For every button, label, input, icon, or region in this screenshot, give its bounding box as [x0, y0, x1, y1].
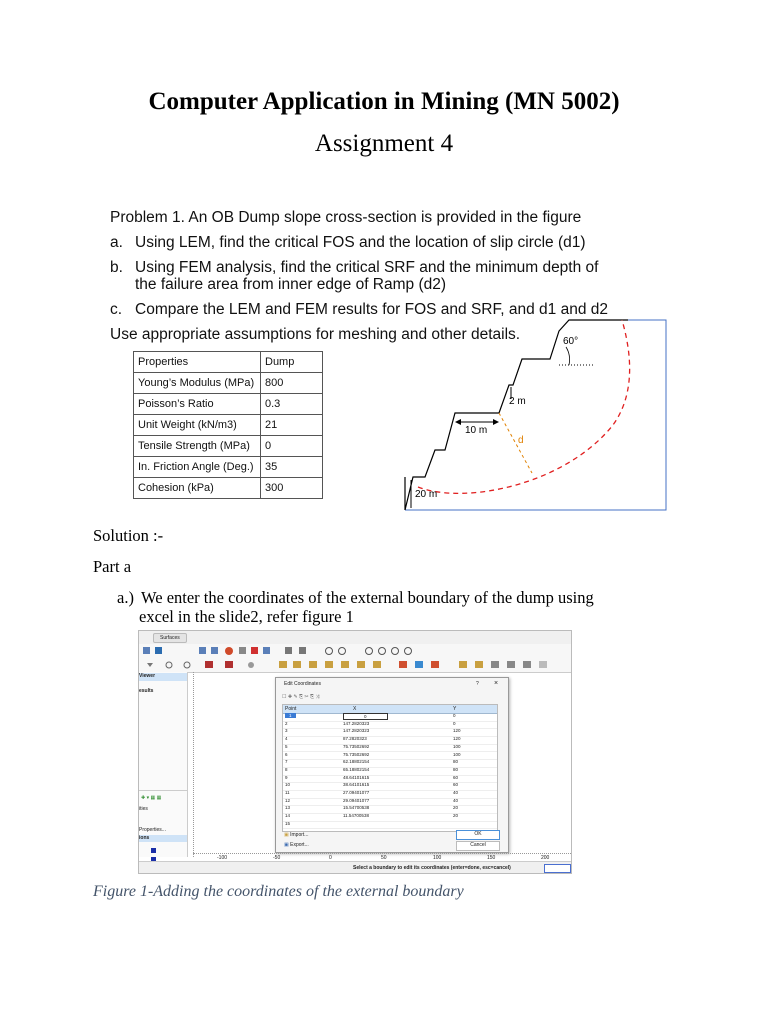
figure-frame: [405, 320, 666, 510]
table-cell[interactable]: 3: [285, 728, 288, 734]
problem-note: Use appropriate assumptions for meshing and other details.: [110, 326, 521, 343]
table-cell[interactable]: 13: [285, 805, 291, 811]
toolbar-icon[interactable]: [199, 647, 206, 654]
table-cell: 0.3: [261, 394, 323, 415]
toolbar-icon[interactable]: [475, 661, 483, 668]
table-cell[interactable]: 11: [285, 790, 290, 795]
table-cell: In. Friction Angle (Deg.): [134, 457, 261, 478]
toolbar-icon[interactable]: [299, 647, 306, 654]
divider: [139, 790, 187, 791]
coordinates-grid: [282, 704, 498, 832]
table-cell: Young’s Modulus (MPa): [134, 373, 261, 394]
toolbar-icon[interactable]: [399, 661, 407, 668]
item-text: Using LEM, find the critical FOS and the location of slip circle (d1): [135, 234, 586, 251]
table-cell[interactable]: 29.09401077: [343, 797, 370, 803]
command-input[interactable]: [544, 864, 571, 873]
dropdown-icon[interactable]: [147, 663, 153, 667]
angle-label: 60°: [563, 336, 579, 347]
table-row: [134, 373, 323, 394]
table-cell: Tensile Strength (MPa): [134, 436, 261, 457]
grid-header-y: Y: [453, 706, 457, 712]
toolbar: [139, 644, 571, 673]
left-panel: [139, 672, 188, 857]
table-cell: Cohesion (kPa): [134, 478, 261, 499]
toolbar-icon[interactable]: [431, 661, 439, 668]
table-cell: Poisson’s Ratio: [134, 394, 261, 415]
status-bar: [139, 861, 571, 874]
table-cell[interactable]: 40: [453, 790, 459, 795]
edit-coordinates-dialog: [275, 677, 509, 853]
toolbar-icon[interactable]: [507, 661, 515, 668]
zoom-icon[interactable]: [326, 648, 333, 655]
table-cell[interactable]: 1: [285, 713, 296, 718]
table-cell[interactable]: 80: [453, 766, 459, 772]
table-row[interactable]: [283, 821, 497, 830]
dialog-toolbar-icons[interactable]: ☐ ✚ ✎ ⎘ ✂ ⎘ ⤨: [282, 694, 320, 700]
zoom-icon[interactable]: [339, 648, 346, 655]
arrow-head: [455, 419, 461, 425]
table-cell[interactable]: 65.18802154: [343, 766, 370, 772]
table-cell[interactable]: 40: [453, 797, 459, 803]
bench-width-label: 10 m: [465, 425, 488, 436]
table-cell[interactable]: 15.54700538: [343, 805, 370, 811]
ruler-label: 100: [433, 855, 442, 861]
table-row: [134, 436, 323, 457]
ruler-label: 50: [381, 855, 387, 861]
table-cell[interactable]: 60: [453, 782, 459, 788]
export-label: Export...: [290, 842, 309, 848]
step-marker: a.): [117, 588, 134, 607]
step-text-line1: We enter the coordinates of the external boundary of the dump using: [141, 588, 594, 607]
table-cell[interactable]: 10: [285, 782, 291, 788]
problem-item-b-cont: [110, 276, 446, 294]
table-cell[interactable]: 0: [453, 720, 456, 726]
arrow-head: [493, 419, 499, 425]
item-marker: a.: [110, 234, 123, 251]
table-cell[interactable]: 5: [285, 743, 288, 749]
slope-profile: [405, 320, 628, 510]
bench-height-label: 2 m: [509, 396, 526, 407]
toolbar-icon[interactable]: [205, 661, 213, 668]
tab-bar: [139, 631, 571, 645]
toolbar-icon[interactable]: [373, 661, 381, 668]
ruler-label: 150: [487, 855, 496, 861]
ruler-label: 0: [329, 855, 332, 861]
table-cell[interactable]: 147.2820323: [343, 728, 370, 734]
table-row: [134, 394, 323, 415]
table-cell[interactable]: 6: [285, 751, 288, 757]
table-cell[interactable]: 62.18802154: [343, 759, 370, 765]
table-cell[interactable]: 2: [285, 720, 288, 726]
toolbar-icon[interactable]: [211, 647, 218, 654]
import-icon: ▣: [284, 832, 291, 838]
table-header: Properties: [134, 352, 261, 373]
toolbar-icons: [139, 644, 571, 672]
toolbar-icon[interactable]: [251, 647, 258, 654]
table-cell[interactable]: 7: [285, 759, 288, 765]
part-heading: Part a: [93, 557, 132, 576]
results-panel-label[interactable]: esults: [139, 688, 154, 694]
table-cell: 35: [261, 457, 323, 478]
import-button[interactable]: [284, 832, 308, 838]
table-cell[interactable]: 0: [343, 713, 388, 720]
table-cell[interactable]: 75.73502692: [343, 743, 370, 749]
tab-surfaces[interactable]: Surfaces: [153, 633, 187, 643]
table-cell[interactable]: 75.73502692: [343, 751, 370, 757]
table-cell[interactable]: 48.64101615: [343, 774, 370, 780]
problem-intro: Problem 1. An OB Dump slope cross-section is provided in the figure: [110, 209, 582, 226]
toolbar-icon[interactable]: [293, 661, 301, 668]
export-button[interactable]: [284, 842, 309, 848]
table-cell: Unit Weight (kN/m3): [134, 415, 261, 436]
toolbar-icon[interactable]: [239, 647, 246, 654]
ruler-label: 200: [541, 855, 550, 861]
help-button[interactable]: ?: [476, 681, 479, 687]
toolbar-icon[interactable]: [309, 661, 317, 668]
table-cell[interactable]: 80: [453, 759, 459, 765]
toolbar-icon[interactable]: [491, 661, 499, 668]
step-text-line2: excel in the slide2, refer figure 1: [139, 607, 354, 626]
table-cell[interactable]: 0: [453, 713, 456, 718]
table-cell[interactable]: 100: [453, 751, 461, 757]
toolbar-icon[interactable]: [539, 661, 547, 668]
grid-header-x: X: [353, 706, 357, 712]
table-cell[interactable]: 11.54700538: [343, 813, 369, 819]
table-cell[interactable]: 27.09401077: [343, 790, 370, 795]
vertical-ruler: [189, 672, 194, 857]
toolbar-icon[interactable]: [225, 647, 233, 655]
toolbar-icon[interactable]: [341, 661, 349, 668]
item-marker: c.: [110, 301, 123, 318]
table-header-row: [134, 352, 323, 373]
toolbar-icon[interactable]: [279, 661, 287, 668]
table-cell[interactable]: 87.2820323: [343, 736, 367, 742]
add-icon[interactable]: ✚ ▾ ▦ ▦: [141, 795, 162, 801]
color-swatch: [151, 848, 156, 853]
item-text-cont: the failure area from inner edge of Ramp (d2): [135, 276, 447, 293]
cancel-button[interactable]: Cancel: [456, 841, 500, 851]
item-text: Compare the LEM and FEM results for FOS and SRF, and d1 and d2: [135, 301, 608, 318]
table-cell[interactable]: 15: [285, 820, 291, 826]
document-title: Computer Application in Mining (MN 5002): [148, 88, 620, 115]
toolbar-icon[interactable]: [248, 662, 254, 668]
angle-arc: [566, 347, 570, 365]
table-header: Dump: [261, 352, 323, 373]
toolbar-icon[interactable]: [459, 661, 467, 668]
zoom-icon[interactable]: [366, 648, 373, 655]
zoom-icon[interactable]: [379, 648, 386, 655]
zoom-icon[interactable]: [392, 648, 399, 655]
figure-caption: Figure 1-Adding the coordinates of the external boundary: [93, 883, 464, 900]
toolbar-icon[interactable]: [166, 662, 172, 668]
slope-cross-section-figure: [385, 315, 670, 515]
toolbar-icon[interactable]: [263, 647, 270, 654]
problem-item-a: [110, 234, 586, 252]
table-cell: 0: [261, 436, 323, 457]
properties-link[interactable]: Properties...: [139, 827, 166, 833]
table-cell[interactable]: 60: [453, 774, 459, 780]
table-cell[interactable]: 8: [285, 766, 288, 772]
status-text: Select a boundary to edit its coordinates (enter=done, esc=cancel): [353, 865, 511, 871]
toolbar-icon[interactable]: [325, 661, 333, 668]
document-subtitle: Assignment 4: [314, 130, 454, 157]
depth-line: [499, 413, 532, 473]
table-cell[interactable]: 120: [453, 736, 461, 742]
table-cell[interactable]: 100: [453, 743, 461, 749]
depth-label: d: [518, 435, 524, 446]
table-cell[interactable]: 147.2820323: [343, 720, 370, 726]
table-cell[interactable]: 20: [453, 813, 459, 819]
table-cell[interactable]: 120: [453, 728, 461, 734]
grid-header-point: Point: [285, 706, 297, 712]
export-icon: ▣: [284, 842, 291, 848]
table-cell[interactable]: 38.64101615: [343, 782, 370, 788]
base-label: 20 m: [415, 489, 438, 500]
toolbar-icon[interactable]: [225, 661, 233, 668]
software-screenshot: [138, 630, 572, 874]
zoom-icon[interactable]: [405, 648, 412, 655]
toolbar-icon[interactable]: [285, 647, 292, 654]
close-button[interactable]: ×: [494, 680, 499, 687]
options-header[interactable]: ions: [139, 835, 187, 842]
item-text: Using FEM analysis, find the critical SRF and the minimum depth of: [135, 259, 599, 276]
table-cell[interactable]: 9: [285, 774, 288, 780]
table-row: [134, 478, 323, 499]
ok-button[interactable]: OK: [456, 830, 500, 840]
table-cell[interactable]: 20: [453, 805, 459, 811]
table-row: [134, 457, 323, 478]
entities-label: ities: [139, 806, 148, 812]
table-cell[interactable]: 14: [285, 813, 291, 819]
ruler-label: -100: [217, 855, 228, 861]
import-label: Import...: [290, 832, 309, 838]
viewer-panel-header[interactable]: Viewer: [139, 673, 187, 681]
table-cell: 300: [261, 478, 323, 499]
toolbar-icon[interactable]: [523, 661, 531, 668]
toolbar-icon[interactable]: [155, 647, 162, 654]
properties-table: [133, 351, 323, 499]
table-cell[interactable]: 12: [285, 797, 291, 803]
solution-heading: Solution :-: [93, 526, 164, 545]
toolbar-icon[interactable]: [357, 661, 365, 668]
table-cell: 21: [261, 415, 323, 436]
toolbar-icon[interactable]: [184, 662, 190, 668]
table-cell: 800: [261, 373, 323, 394]
item-marker: b.: [110, 259, 123, 276]
problem-item-b: [110, 259, 598, 277]
toolbar-icon[interactable]: [415, 661, 423, 668]
table-row: [134, 415, 323, 436]
table-cell[interactable]: 4: [285, 736, 288, 742]
toolbar-icon[interactable]: [143, 647, 150, 654]
dialog-title: Edit Coordinates: [284, 681, 321, 687]
ruler-label: -50: [273, 855, 281, 861]
